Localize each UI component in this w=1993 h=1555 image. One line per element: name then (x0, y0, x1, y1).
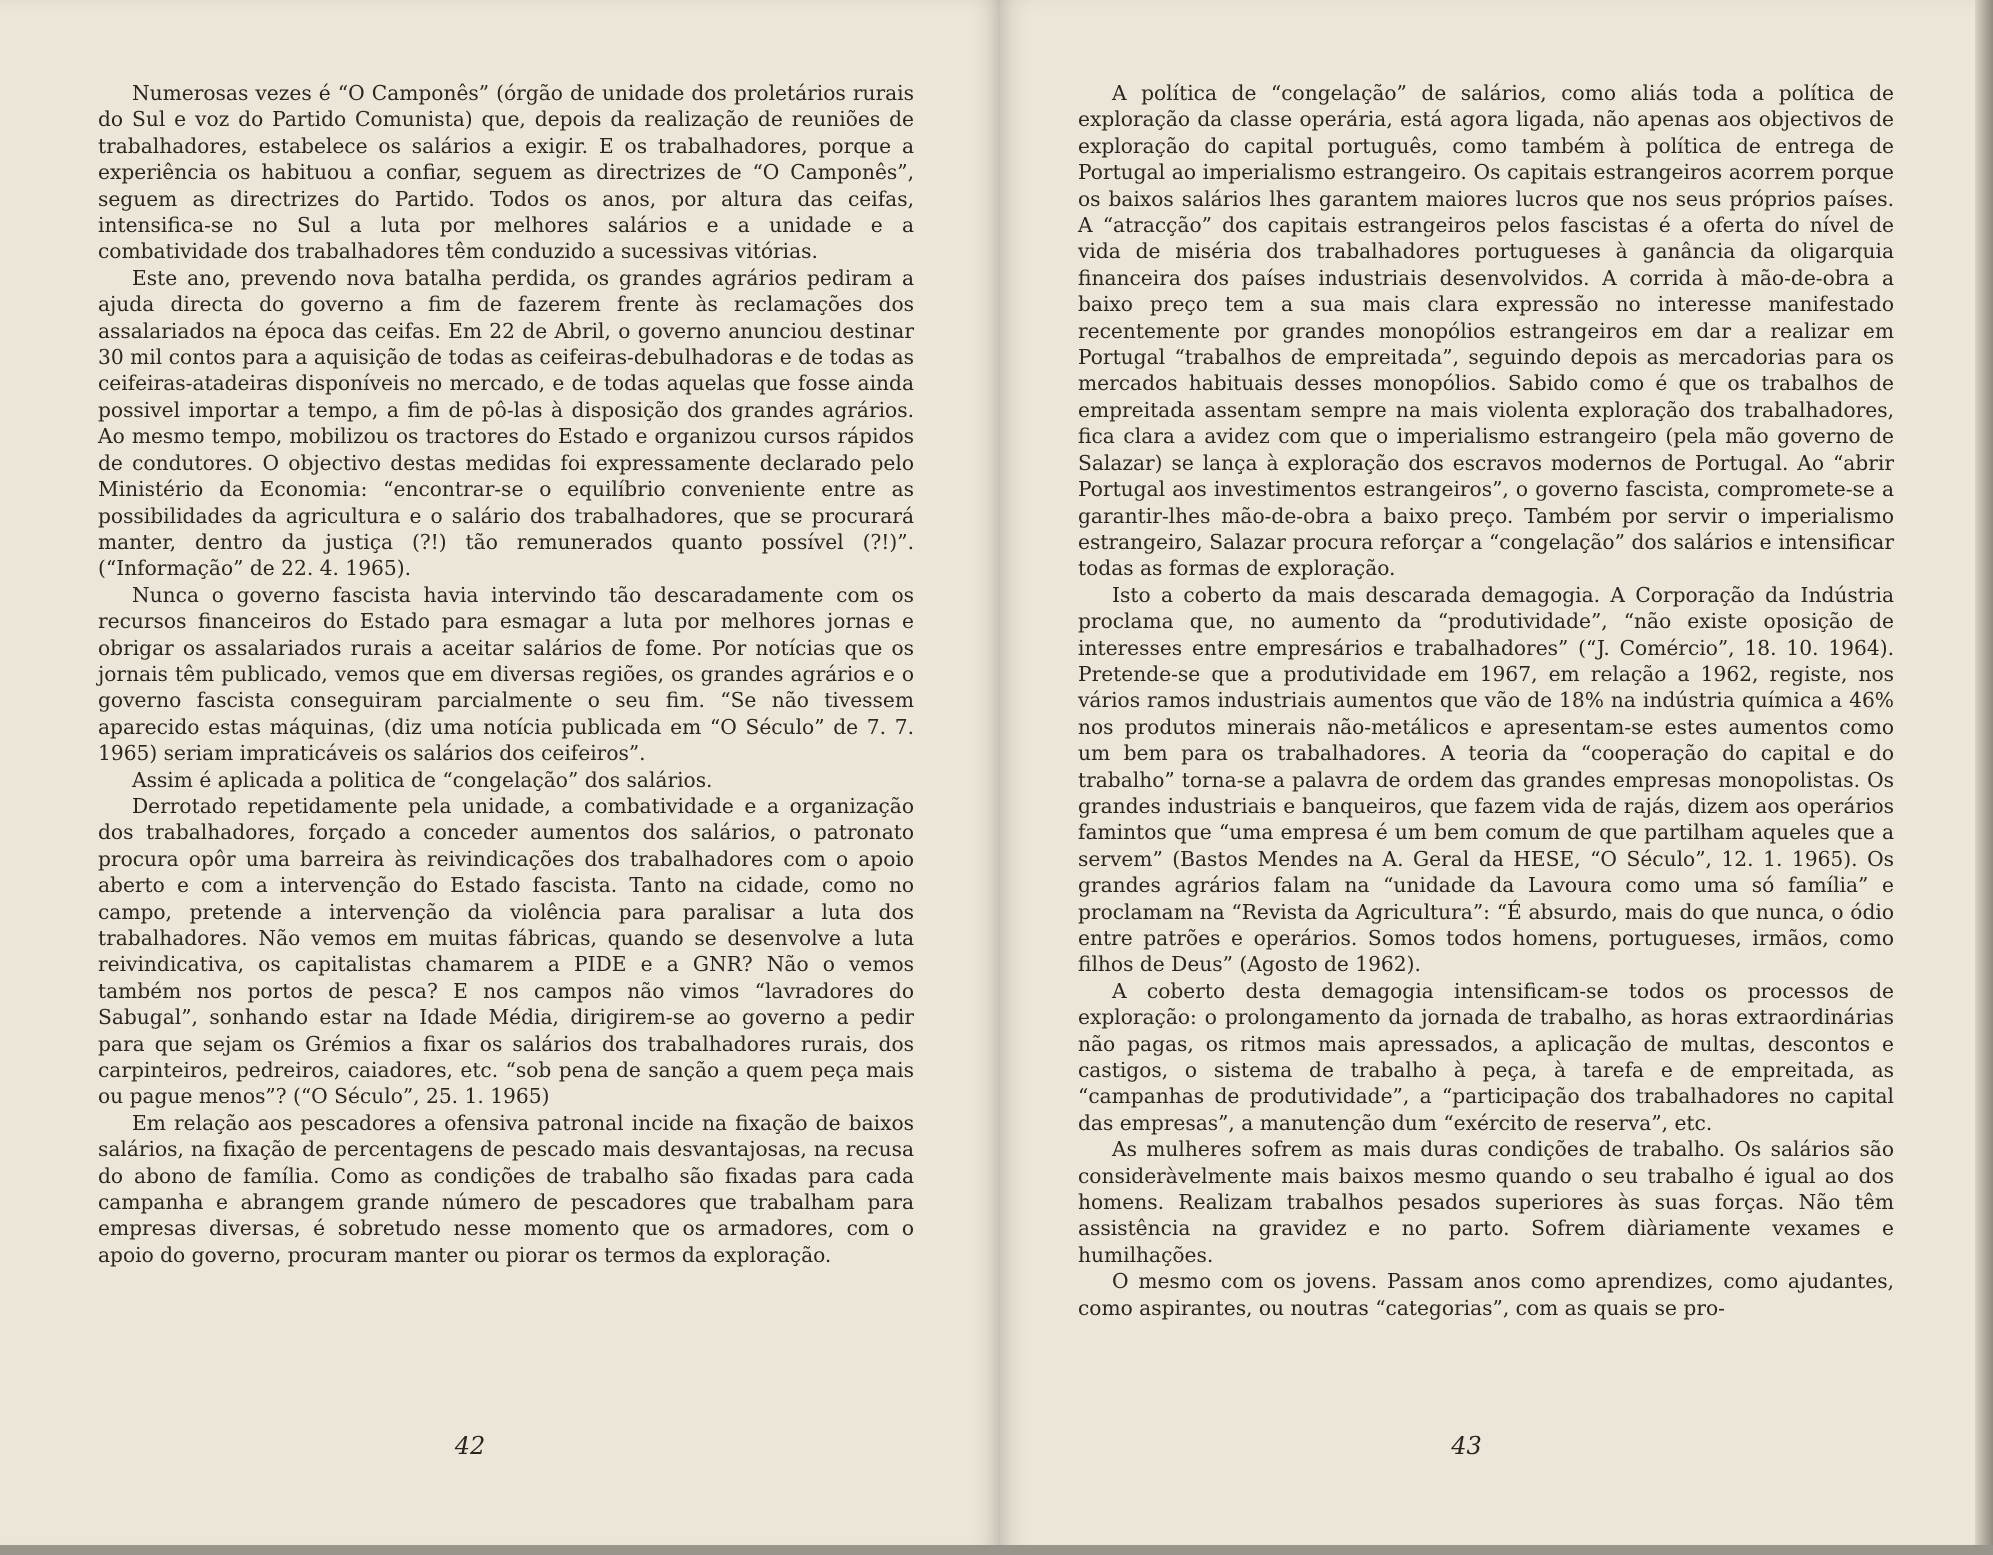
right-paragraph: A coberto desta demagogia intensificam-se todos os processos de exploração: o prolongamento da jornada de trabalho, as horas extraordinárias não pagas, os ritmos mais apressados, a aplicação de multas, descontos e castigos, o sistema de trabalho à peça, à tarefa e de empreitada, as “campanhas de produtividade”, a “participação dos trabalhadores no capital das empresas”, a manutenção dum “exército de reserva”, etc. (1078, 978, 1894, 1135)
right-page-number: 43 (1451, 1432, 1482, 1460)
right-page (1000, 0, 1993, 1555)
page-edge (1975, 0, 1993, 1555)
left-paragraph: Assim é aplicada a politica de “congelação” dos salários. (132, 767, 713, 792)
right-paragraph: Isto a coberto da mais descarada demagogia. A Corporação da Indústria proclama que, no aumento da “produtividade”, “não existe oposição de interesses entre empresários e trabalhadores” (“J. Comércio”, 18. 10. 1964). Pretende-se que a produtividade em 1967, em relação a 1962, registe, nos vários ramos industriais aumentos que vão de 18% na indústria química a 46% nos produtos minerais não-metálicos e apresentam-se estes aumentos como um bem para os trabalhadores. A teoria da “cooperação do capital e do trabalho” torna-se a palavra de ordem das grandes empresas monopolistas. Os grandes industriais e banqueiros, que fazem vida de rajás, dizem aos operários famintos que “uma empresa é um bem comum de que partilham aqueles que a servem” (Bastos Mendes na A. Geral da HESE, “O Século”, 12. 1. 1965). Os grandes agrários falam na “unidade da Lavoura como uma só família” e proclamam na “Revista da Agricultura”: “É absurdo, mais do que nunca, o ódio entre patrões e operários. Somos todos homens, portugueses, irmãos, como filhos de Deus” (Agosto de 1962). (1078, 582, 1894, 977)
left-page-number: 42 (454, 1432, 486, 1460)
scan-bottom-edge (0, 1545, 1993, 1555)
left-paragraph: Em relação aos pescadores a ofensiva patronal incide na fixação de baixos salários, na fixação de percentagens de pescado mais desvantajosas, na recusa do abono de família. Como as condições de trabalho são fixadas para cada campanha e abrangem grande número de pescadores que trabalham para empresas diversas, é sobretudo nesse momento que os armadores, com o apoio do governo, procuram manter ou piorar os termos da exploração. (98, 1110, 914, 1267)
left-paragraph: Nunca o governo fascista havia intervindo tão descaradamente com os recursos financeiros do Estado para esmagar a luta por melhores jornas e obrigar os assalariados rurais a aceitar salários de fome. Por notícias que os jornais têm publicado, vemos que em diversas regiões, os grandes agrários e o governo fascista conseguiram parcialmente o seu fim. “Se não tivessem aparecido estas máquinas, (diz uma notícia publicada em “O Século” de 7. 7. 1965) seriam impraticáveis os salários dos ceifeiros”. (98, 582, 914, 766)
right-paragraph: A política de “congelação” de salários, como aliás toda a política de exploração da classe operária, está agora ligada, não apenas aos objectivos de exploração do capital português, como também à política de entrega de Portugal ao imperialismo estrangeiro. Os capitais estrangeiros acorrem porque os baixos salários lhes garantem maiores lucros que nos seus próprios países. A “atracção” dos capitais estrangeiros pelos fascistas é a oferta do nível de vida de miséria dos trabalhadores portugueses à ganância da oligarquia financeira dos países industriais desenvolvidos. A corrida à mão-de-obra a baixo preço tem a sua mais clara expressão no interesse manifestado recentemente por grandes monopólios estrangeiros em dar a realizar em Portugal “trabalhos de empreitada”, seguindo depois as mercadorias para os mercados habituais desses monopólios. Sabido como é que os trabalhos de empreitada assentam sempre na mais violenta exploração dos trabalhadores, fica clara a avidez com que o imperialismo estrangeiro (pela mão governo de Salazar) se lança à exploração dos escravos modernos de Portugal. Ao “abrir Portugal aos investimentos estrangeiros”, o governo fascista, compromete-se a garantir-lhes mão-de-obra a baixo preço. Também por servir o imperialismo estrangeiro, Salazar procura reforçar a “congelação” dos salários e intensificar todas as formas de exploração. (1078, 81, 1894, 581)
left-paragraph: Este ano, prevendo nova batalha perdida, os grandes agrários pediram a ajuda directa do governo a fim de fazerem frente às reclamações dos assalariados na época das ceifas. Em 22 de Abril, o governo anunciou destinar 30 mil contos para a aquisição de todas as ceifeiras-debulhadoras e de todas as ceifeiras-atadeiras disponíveis no mercado, e de todas aquelas que fosse ainda possivel importar a tempo, a fim de pô-las à disposição dos grandes agrários. Ao mesmo tempo, mobilizou os tractores do Estado e organizou cursos rápidos de condutores. O objectivo destas medidas foi expressamente declarado pelo Ministério da Economia: “encontrar-se o equilíbrio conveniente entre as possibilidades da agricultura e o salário dos trabalhadores, que se procurará manter, dentro da justiça (?!) tão remunerados quanto possível (?!)”. (“Informação” de 22. 4. 1965). (98, 265, 914, 581)
right-paragraph: O mesmo com os jovens. Passam anos como aprendizes, como ajudantes, como aspirantes, ou noutras “categorias”, com as quais se pro- (1078, 1269, 1894, 1320)
right-paragraph: As mulheres sofrem as mais duras condições de trabalho. Os salários são consideràvelmente mais baixos mesmo quando o seu trabalho é igual ao dos homens. Realizam trabalhos pesados superiores às suas forças. Não têm assistência na gravidez e no parto. Sofrem diàriamente vexames e humilhações. (1078, 1137, 1894, 1267)
left-text-column (98, 80, 914, 1268)
left-paragraph: Derrotado repetidamente pela unidade, a combatividade e a organização dos trabalhadores, forçado a conceder aumentos dos salários, o patronato procura opôr uma barreira às reivindicações dos trabalhadores com o apoio aberto e com a intervenção do Estado fascista. Tanto na cidade, como no campo, pretende a intervenção da violência para paralisar a luta dos trabalhadores. Não vemos em muitas fábricas, quando se desenvolve a luta reivindicativa, os capitalistas chamarem a PIDE e a GNR? Não o vemos também nos portos de pesca? E nos campos não vimos “lavradores do Sabugal”, sonhando estar na Idade Média, dirigirem-se ao governo a pedir para que sejam os Grémios a fixar os salários dos trabalhadores rurais, dos carpinteiros, pedreiros, caiadores, etc. “sob pena de sanção a quem peça mais ou pague menos”? (“O Século”, 25. 1. 1965) (98, 793, 914, 1109)
right-text-column (1078, 80, 1894, 1321)
left-paragraph: Numerosas vezes é “O Camponês” (órgão de unidade dos proletários rurais do Sul e voz do Partido Comunista) que, depois da realização de reuniões de trabalhadores, estabelece os salários a exigir. E os trabalhadores, porque a experiência os habituou a confiar, seguem as directrizes de “O Camponês”, seguem as directrizes do Partido. Todos os anos, por altura das ceifas, intensifica-se no Sul a luta por melhores salários e a unidade e a combatividade dos trabalhadores têm conduzido a sucessivas vitórias. (98, 81, 914, 264)
